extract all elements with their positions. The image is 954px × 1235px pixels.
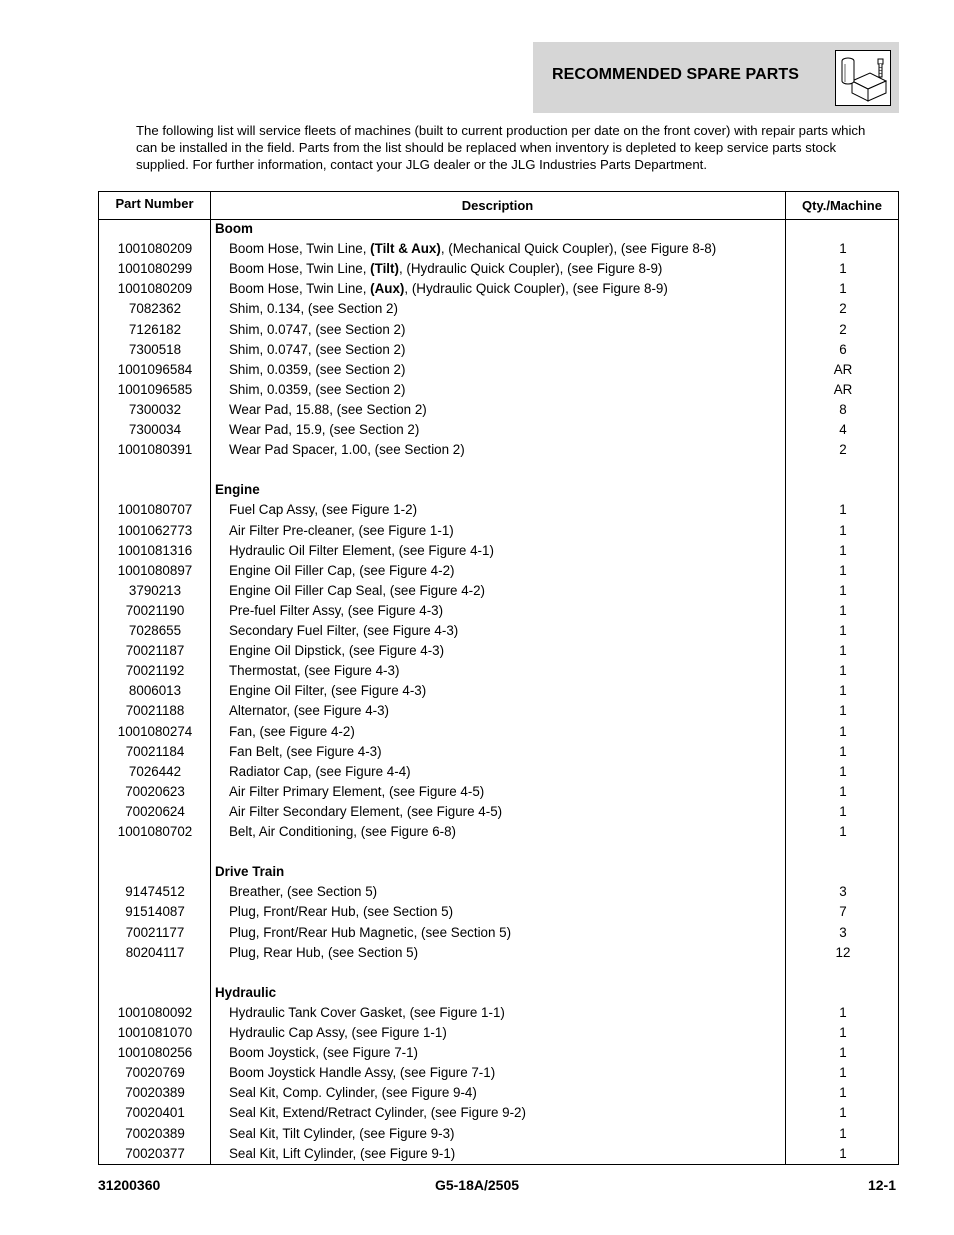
description-cell — [229, 340, 405, 360]
part-number-cell: 70021190 — [125, 602, 185, 618]
section-title: Engine — [215, 482, 260, 498]
description-cell — [229, 1124, 455, 1144]
qty-cell: AR — [833, 381, 853, 397]
description-cell — [229, 742, 382, 762]
part-number-cell: 70020623 — [125, 783, 185, 799]
description-text: , (Mechanical Quick Coupler), (see Figure 8-8) — [440, 241, 717, 257]
description-text: Hydraulic Oil Filter Element, (see Figure 4-1) — [229, 542, 494, 558]
part-number-cell: 70021192 — [125, 663, 185, 679]
description-cell — [229, 239, 716, 259]
description-cell — [229, 521, 454, 541]
description-cell — [229, 601, 443, 621]
qty-cell: 1 — [839, 683, 847, 699]
qty-cell: 1 — [839, 623, 847, 638]
description-text: Plug, Front/Rear Hub Magnetic, (see Section 5) — [229, 924, 512, 940]
description-text: Engine Oil Filler Cap, (see Figure 4-2) — [229, 562, 455, 578]
table-row — [99, 822, 898, 842]
description-cell — [229, 1144, 455, 1164]
description-text: Engine Oil Dipstick, (see Figure 4-3) — [229, 643, 445, 659]
description-text: Radiator Cap, (see Figure 4-4) — [229, 763, 411, 779]
part-number-cell: 1001080299 — [117, 261, 193, 277]
table-row — [99, 541, 898, 561]
description-cell — [229, 641, 444, 661]
table-row — [99, 320, 898, 340]
part-number-cell: 1001096585 — [117, 381, 193, 397]
table-row — [99, 239, 898, 259]
description-text: Seal Kit, Extend/Retract Cylinder, (see Figure 9-2) — [229, 1105, 526, 1121]
description-text: Shim, 0.0359, (see Section 2) — [229, 361, 406, 377]
description-cell — [229, 621, 458, 641]
part-number-cell: 70020389 — [125, 1085, 185, 1101]
description-cell — [229, 440, 465, 460]
part-number-cell: 1001080256 — [117, 1045, 193, 1061]
table-row — [99, 641, 898, 661]
description-text: Thermostat, (see Figure 4-3) — [229, 663, 400, 679]
qty-cell: 2 — [839, 321, 847, 337]
part-number-cell: 7026442 — [128, 763, 182, 779]
part-number-cell: 1001080897 — [117, 562, 193, 578]
table-row — [99, 601, 898, 621]
description-text: Air Filter Primary Element, (see Figure 4-5) — [229, 783, 485, 799]
description-cell — [229, 320, 405, 340]
description-text: Alternator, (see Figure 4-3) — [229, 703, 390, 719]
description-cell — [229, 822, 456, 842]
qty-cell: 2 — [839, 442, 847, 458]
part-number-cell: 1001081070 — [117, 1025, 193, 1040]
description-cell — [229, 1023, 447, 1043]
qty-cell: 1 — [839, 723, 847, 739]
description-cell — [229, 259, 662, 279]
description-text: Shim, 0.0747, (see Section 2) — [229, 321, 406, 337]
table-row — [99, 1043, 898, 1063]
table-row — [99, 1023, 898, 1043]
qty-cell: 1 — [839, 602, 847, 618]
qty-cell: 1 — [839, 582, 847, 598]
description-cell — [229, 701, 389, 721]
part-number-cell: 70020377 — [125, 1145, 185, 1161]
description-cell — [229, 722, 355, 742]
table-row — [99, 782, 898, 802]
qty-cell: 3 — [839, 924, 847, 940]
footer-model: G5-18A/2505 — [434, 1177, 520, 1193]
qty-cell: 1 — [839, 542, 847, 558]
qty-cell: 1 — [839, 1065, 847, 1081]
description-text: Engine Oil Filler Cap Seal, (see Figure 4-2) — [229, 582, 486, 598]
table-row — [99, 299, 898, 319]
qty-cell: 1 — [839, 1085, 847, 1101]
qty-cell: 1 — [839, 281, 847, 297]
qty-cell: AR — [833, 361, 853, 377]
table-row — [99, 400, 898, 420]
description-cell — [229, 1043, 418, 1063]
qty-cell: 1 — [839, 1105, 847, 1121]
table-row — [99, 1003, 898, 1023]
description-cell — [229, 541, 494, 561]
part-number-cell: 70021187 — [125, 643, 185, 659]
description-emphasis: (Tilt & Aux) — [370, 241, 441, 257]
description-cell — [229, 943, 418, 963]
table-row — [99, 561, 898, 581]
part-number-cell: 70020389 — [125, 1125, 185, 1141]
description-cell — [229, 762, 411, 782]
qty-cell: 1 — [839, 663, 847, 679]
footer-page-number: 12-1 — [867, 1177, 896, 1193]
description-cell — [229, 1003, 505, 1023]
part-number-cell: 91474512 — [125, 884, 185, 900]
description-text: Belt, Air Conditioning, (see Figure 6-8) — [229, 824, 457, 839]
table-row — [99, 340, 898, 360]
description-text: Shim, 0.134, (see Section 2) — [229, 301, 398, 317]
table-row — [99, 279, 898, 299]
description-cell — [229, 1063, 495, 1083]
description-cell — [229, 400, 427, 420]
parts-table — [98, 191, 899, 1165]
part-number-cell: 91514087 — [125, 904, 185, 920]
qty-cell: 1 — [839, 1025, 847, 1040]
qty-cell: 1 — [839, 502, 847, 518]
qty-cell: 12 — [835, 944, 851, 960]
description-text: Hydraulic Tank Cover Gasket, (see Figure 1-1) — [229, 1004, 505, 1020]
section-title: Hydraulic — [215, 984, 277, 1000]
description-emphasis: (Tilt) — [370, 261, 399, 277]
description-text: Seal Kit, Comp. Cylinder, (see Figure 9-4) — [229, 1085, 477, 1101]
table-row — [99, 360, 898, 380]
table-row — [99, 923, 898, 943]
description-emphasis: (Aux) — [370, 281, 405, 297]
column-header-description: Description — [461, 198, 534, 213]
qty-cell: 1 — [839, 824, 847, 839]
spare-parts-icon — [835, 50, 891, 106]
description-text: Boom Hose, Twin Line, — [229, 261, 371, 277]
description-cell — [229, 561, 455, 581]
description-text: Seal Kit, Lift Cylinder, (see Figure 9-1) — [229, 1145, 456, 1161]
column-header-part-number: Part Number — [115, 196, 194, 211]
table-row — [99, 882, 898, 902]
description-cell — [229, 299, 398, 319]
table-row — [99, 420, 898, 440]
description-text: Shim, 0.0747, (see Section 2) — [229, 341, 406, 357]
table-row — [99, 802, 898, 822]
qty-cell: 3 — [839, 884, 847, 900]
description-text: Wear Pad, 15.9, (see Section 2) — [229, 422, 420, 437]
part-number-cell: 7300518 — [128, 341, 182, 357]
qty-cell: 1 — [839, 783, 847, 799]
description-cell — [229, 380, 405, 400]
part-number-cell: 1001080391 — [117, 442, 193, 458]
description-cell — [229, 360, 405, 380]
description-text: Wear Pad Spacer, 1.00, (see Section 2) — [229, 442, 465, 458]
part-number-cell: 7082362 — [128, 301, 182, 317]
description-cell — [229, 802, 502, 822]
column-header-qty: Qty./Machine — [802, 198, 882, 213]
qty-cell: 7 — [839, 904, 847, 920]
table-row — [99, 1124, 898, 1144]
description-text: , (Hydraulic Quick Coupler), (see Figure 8-9) — [404, 281, 668, 297]
description-text: Wear Pad, 15.88, (see Section 2) — [229, 401, 427, 417]
part-number-cell: 1001080274 — [117, 723, 193, 739]
description-cell — [229, 782, 484, 802]
part-number-cell: 1001080702 — [117, 824, 193, 839]
table-row — [99, 1063, 898, 1083]
part-number-cell: 8006013 — [128, 683, 182, 699]
table-row — [99, 742, 898, 762]
description-cell — [229, 581, 485, 601]
description-text: Plug, Rear Hub, (see Section 5) — [229, 944, 419, 960]
qty-cell: 1 — [839, 743, 847, 759]
part-number-cell: 7126182 — [128, 321, 182, 337]
qty-cell: 1 — [839, 1045, 847, 1061]
part-number-cell: 7300032 — [128, 401, 182, 417]
description-cell — [229, 1083, 477, 1103]
description-cell — [229, 681, 426, 701]
part-number-cell: 70021177 — [125, 924, 185, 940]
description-text: Seal Kit, Tilt Cylinder, (see Figure 9-3) — [229, 1125, 455, 1141]
part-number-cell: 70020401 — [125, 1105, 185, 1121]
description-cell — [229, 279, 668, 299]
table-row — [99, 1103, 898, 1123]
part-number-cell: 1001096584 — [117, 361, 193, 377]
qty-cell: 1 — [839, 763, 847, 779]
part-number-cell: 1001062773 — [117, 522, 193, 538]
part-number-cell: 1001080707 — [117, 502, 193, 518]
table-row — [99, 762, 898, 782]
qty-cell: 1 — [839, 1125, 847, 1141]
description-cell — [229, 661, 399, 681]
qty-cell: 4 — [839, 422, 847, 437]
qty-cell: 6 — [839, 341, 847, 357]
description-text: Fan, (see Figure 4-2) — [229, 723, 355, 739]
qty-cell: 1 — [839, 241, 847, 257]
description-cell — [229, 882, 377, 902]
part-number-cell: 70020624 — [125, 803, 185, 819]
description-cell — [229, 923, 511, 943]
description-text: Boom Hose, Twin Line, — [229, 281, 371, 297]
table-row — [99, 581, 898, 601]
description-cell — [229, 902, 453, 922]
table-row — [99, 701, 898, 721]
part-number-cell: 1001080209 — [117, 241, 193, 257]
description-text: Secondary Fuel Filter, (see Figure 4-3) — [229, 623, 459, 638]
description-text: Boom Joystick Handle Assy, (see Figure 7-1) — [229, 1065, 496, 1081]
part-number-cell: 7028655 — [128, 623, 182, 638]
description-text: , (Hydraulic Quick Coupler), (see Figure 8-9) — [398, 261, 663, 277]
qty-cell: 2 — [839, 301, 847, 317]
description-text: Air Filter Secondary Element, (see Figure 4-5) — [229, 803, 503, 819]
part-number-cell: 7300034 — [128, 422, 182, 437]
qty-cell: 1 — [839, 643, 847, 659]
part-number-cell: 70021188 — [125, 703, 185, 719]
qty-cell: 8 — [839, 401, 847, 417]
footer-doc-number: 31200360 — [98, 1177, 161, 1193]
table-row — [99, 681, 898, 701]
part-number-cell: 1001080209 — [117, 281, 193, 297]
table-row — [99, 902, 898, 922]
qty-cell: 1 — [839, 562, 847, 578]
description-cell — [229, 420, 419, 440]
section-title: Drive Train — [215, 864, 285, 880]
description-text: Boom Joystick, (see Figure 7-1) — [229, 1045, 419, 1061]
qty-cell: 1 — [839, 1145, 847, 1161]
description-text: Air Filter Pre-cleaner, (see Figure 1-1) — [229, 522, 454, 538]
description-cell — [229, 500, 417, 520]
part-number-cell: 1001081316 — [117, 542, 193, 558]
part-number-cell: 1001080092 — [117, 1004, 193, 1020]
qty-cell: 1 — [839, 1004, 847, 1020]
part-number-cell: 70020769 — [125, 1065, 185, 1081]
description-text: Fuel Cap Assy, (see Figure 1-2) — [229, 502, 418, 518]
description-text: Engine Oil Filter, (see Figure 4-3) — [229, 683, 427, 699]
part-number-cell: 70021184 — [125, 743, 185, 759]
description-text: Pre-fuel Filter Assy, (see Figure 4-3) — [229, 602, 444, 618]
table-row — [99, 1144, 898, 1164]
qty-cell: 1 — [839, 261, 847, 277]
qty-cell: 1 — [839, 803, 847, 819]
section-header — [533, 42, 899, 113]
table-row — [99, 1083, 898, 1103]
description-text: Breather, (see Section 5) — [229, 884, 378, 900]
table-row — [99, 621, 898, 641]
description-cell — [229, 1103, 526, 1123]
table-row — [99, 521, 898, 541]
table-row — [99, 500, 898, 520]
description-text: Shim, 0.0359, (see Section 2) — [229, 381, 406, 397]
part-number-cell: 80204117 — [125, 944, 185, 960]
description-text: Plug, Front/Rear Hub, (see Section 5) — [229, 904, 454, 920]
description-text: Fan Belt, (see Figure 4-3) — [229, 743, 382, 759]
description-text: Hydraulic Cap Assy, (see Figure 1-1) — [229, 1025, 447, 1040]
table-row — [99, 661, 898, 681]
table-row — [99, 943, 898, 963]
table-row — [99, 440, 898, 460]
table-row — [99, 380, 898, 400]
qty-cell: 1 — [839, 522, 847, 538]
page-title: RECOMMENDED SPARE PARTS — [552, 66, 800, 83]
intro-paragraph: The following list will service fleets of machines (built to current production per date on the front cover) with repair parts which can be installed in the field. Parts from the list should be replaced when inventory is depleted to keep service parts stock supplied. For further information, contact your JLG dealer or the JLG Industries Parts Department. — [136, 123, 866, 172]
description-text: Boom Hose, Twin Line, — [229, 241, 371, 257]
part-number-cell: 3790213 — [128, 582, 182, 598]
table-row — [99, 259, 898, 279]
section-title: Boom — [215, 221, 253, 236]
qty-cell: 1 — [839, 703, 847, 719]
table-row — [99, 722, 898, 742]
